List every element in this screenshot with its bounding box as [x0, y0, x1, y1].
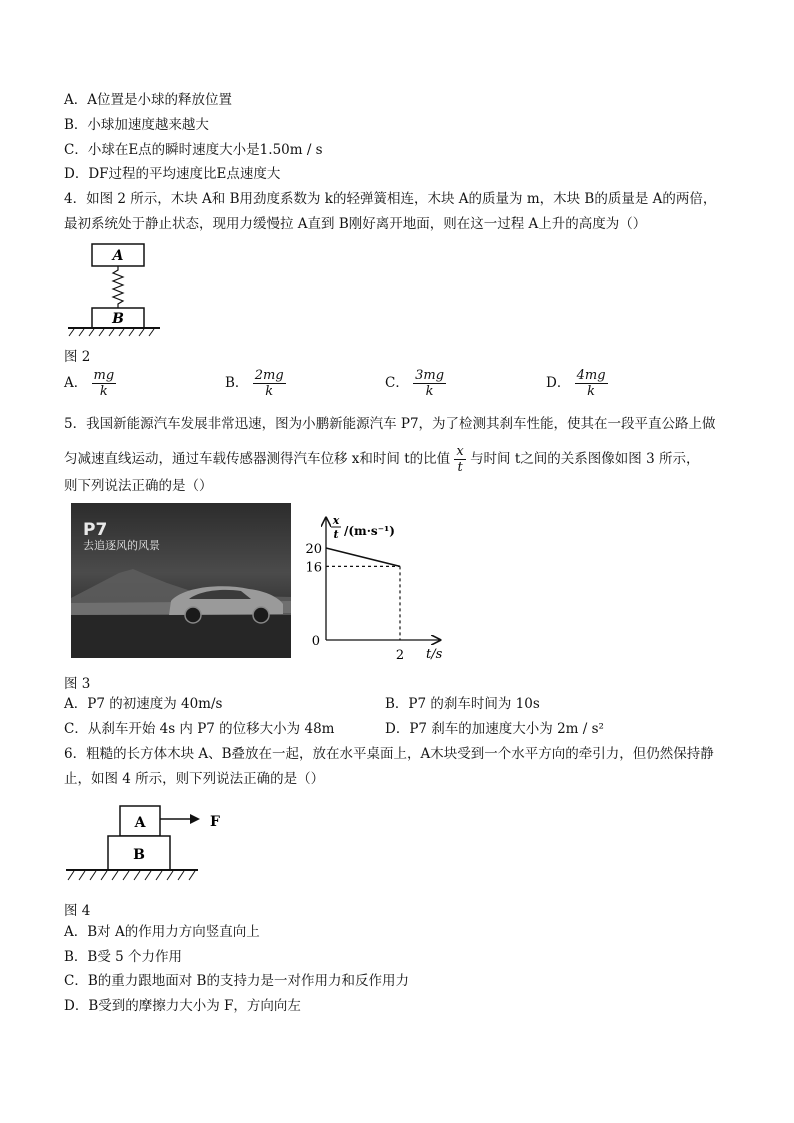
car-photo-model: P7	[83, 520, 108, 540]
q5-ratio-numerator: x	[456, 444, 464, 459]
q3-option-c: C．小球在E点的瞬时速度大小是1.50m / s	[64, 142, 323, 158]
q5-stem-line1: 5．我国新能源汽车发展非常迅速，图为小鹏新能源汽车 P7，为了检测其刹车性能，使其在一段平直公路上做	[64, 416, 716, 432]
q3-option-d: D．DF过程的平均速度比E点速度大	[64, 166, 281, 182]
q4-option-b-denominator: k	[265, 384, 274, 399]
block-b-label: B	[133, 847, 145, 863]
y-tick-label: 20	[305, 542, 322, 557]
q4-option-b-letter: B．	[225, 375, 249, 391]
series-line	[326, 548, 400, 566]
q4-option-a	[64, 368, 116, 399]
q4-option-d-letter: D．	[546, 375, 571, 391]
q4-stem-line2: 最初系统处于静止状态，现用力缓慢拉 A直到 B刚好离开地面，则在这一过程 A上升的高度为（）	[64, 216, 647, 232]
q5-ratio-denominator: t	[457, 460, 463, 475]
car-photo	[71, 503, 291, 658]
ground-hatch	[68, 871, 195, 880]
q4-option-b	[225, 368, 286, 399]
q4-option-c-fraction	[413, 368, 446, 399]
force-arrowhead-icon	[190, 814, 200, 824]
q5-stem-line2	[64, 444, 699, 475]
block-b-label: B	[112, 311, 124, 327]
q4-option-b-fraction	[253, 368, 286, 399]
q6-option-b: B．B受 5 个力作用	[64, 949, 183, 965]
block-a-label: A	[112, 248, 124, 264]
q4-option-c-denominator: k	[425, 384, 434, 399]
y-axis-label-unit: /(m·s⁻¹)	[344, 524, 395, 538]
x-tick-label: 2	[395, 648, 405, 663]
q3-option-b: B．小球加速度越来越大	[64, 117, 209, 133]
q6-option-d: D．B受到的摩擦力大小为 F，方向向左	[64, 998, 301, 1014]
car-photo-slogan: 去追逐风的风景	[83, 539, 160, 552]
q4-option-b-numerator: 2mg	[254, 368, 284, 383]
q4-option-c-letter: C．	[385, 375, 409, 391]
q6-option-a: A．B对 A的作用力方向竖直向上	[64, 924, 260, 940]
q5-option-a: A．P7 的初速度为 40m/s	[64, 696, 223, 712]
q4-option-d-numerator: 4mg	[576, 368, 606, 383]
q4-option-d-denominator: k	[587, 384, 596, 399]
q4-option-a-numerator: mg	[93, 368, 115, 383]
spring-icon	[113, 266, 123, 308]
q5-option-b: B．P7 的刹车时间为 10s	[385, 696, 540, 712]
q4-option-c	[385, 368, 446, 399]
ground-hatch	[69, 329, 154, 336]
y-axis-label-numerator: x	[332, 514, 340, 527]
q4-option-d-fraction	[575, 368, 608, 399]
force-label: F	[210, 814, 220, 830]
q4-option-d	[546, 368, 608, 399]
q4-option-a-denominator: k	[99, 384, 108, 399]
figure-2-label: 图 2	[64, 349, 91, 365]
q4-option-c-numerator: 3mg	[415, 368, 445, 383]
stacked-blocks-figure	[64, 800, 224, 888]
q4-stem-line1: 4．如图 2 所示，木块 A和 B用劲度系数为 k的轻弹簧相连，木块 A的质量为 m，木块 B的质量是 A的两倍，	[64, 191, 717, 207]
figure-3-label: 图 3	[64, 676, 91, 692]
q6-stem-line1: 6．粗糙的长方体木块 A、B叠放在一起，放在水平桌面上，A木块受到一个水平方向的牵引力，但仍然保持静	[64, 746, 714, 762]
q5-stem-line2-part2: 与时间 t之间的关系图像如图 3 所示，	[470, 451, 700, 467]
q5-option-c: C．从刹车开始 4s 内 P7 的位移大小为 48m	[64, 721, 335, 737]
q5-stem-line2-part1: 匀减速直线运动，通过车载传感器测得汽车位移 x和时间 t的比值	[64, 451, 451, 467]
x-axis-label: t/s	[426, 647, 443, 662]
q4-option-a-fraction	[92, 368, 117, 399]
block-a-label: A	[134, 815, 146, 831]
y-tick-label: 16	[305, 560, 322, 576]
q3-option-a: A．A位置是小球的释放位置	[64, 92, 232, 108]
spring-blocks-figure	[64, 240, 164, 340]
q6-stem-line2: 止，如图 4 所示，则下列说法正确的是（）	[64, 771, 325, 787]
figure-4-label: 图 4	[64, 903, 91, 919]
q4-option-a-letter: A．	[64, 375, 88, 391]
q5-ratio-fraction	[454, 444, 465, 475]
q5-stem-line3: 则下列说法正确的是（）	[64, 478, 213, 494]
q5-option-d: D．P7 刹车的加速度大小为 2m / s²	[385, 721, 604, 737]
origin-label: 0	[311, 634, 320, 649]
y-axis-label-denominator: t	[333, 528, 339, 541]
vt-chart	[300, 508, 460, 666]
car-photo-scene	[71, 503, 291, 658]
q6-option-c: C．B的重力跟地面对 B的支持力是一对作用力和反作用力	[64, 973, 409, 989]
